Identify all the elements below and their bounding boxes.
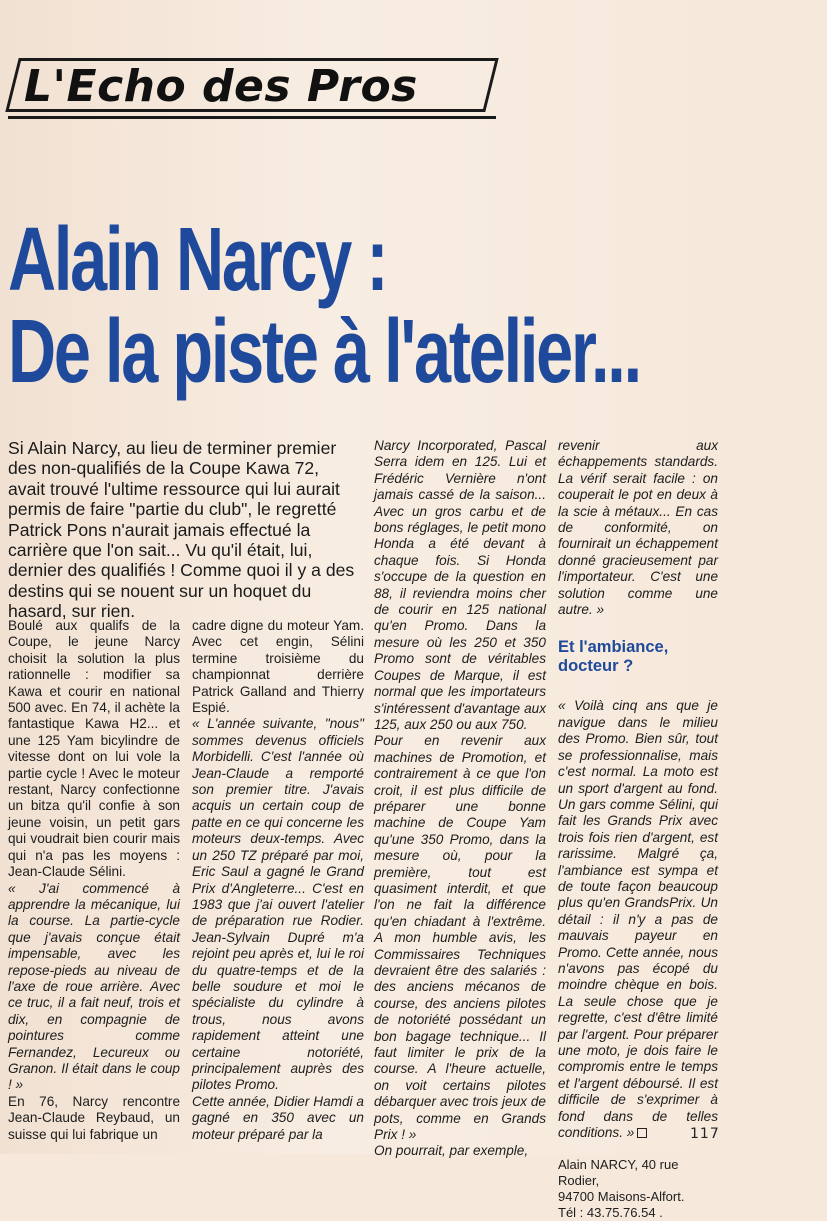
headline-line-2: De la piste à l'atelier...: [8, 302, 640, 402]
column-4: [558, 438, 718, 1221]
col2-paragraph-1: cadre digne du moteur Yam. Avec cet engin, Sélini termine troisième du championnat derrière Patrick Galland and Thierry Espié.: [192, 618, 364, 716]
section-banner-title: L'Echo des Pros: [24, 61, 418, 112]
col2-paragraph-3: Cette année, Didier Hamdi a gagné en 350 avec un moteur préparé par la: [192, 1093, 364, 1142]
address-line-2: 94700 Maisons-Alfort.: [558, 1189, 685, 1205]
contact-address: [558, 1157, 718, 1221]
col4-subheading: Et l'ambiance, docteur ?: [558, 638, 669, 676]
column-3: [374, 438, 546, 1160]
article-lead: Si Alain Narcy, au lieu de terminer premier des non-qualifiés de la Coupe Kawa 72, avait trouvé l'ultime ressource qui lui aurait permis de faire "partie du club", le regretté Patrick Pons n'aurait jamais effectué la carrière que l'on sait... Vu qu'il était, lui, dernier des qualifiés ! Comme quoi il y a des destins qui se nouent sur un hoquet du hasard, sur rien.: [8, 438, 355, 622]
end-mark-icon: [637, 1128, 647, 1138]
col3-paragraph-3: On pourrait, par exemple,: [374, 1143, 529, 1159]
col4-quote-text: « Voilà cinq ans que je navigue dans le milieu des Promo. Bien sûr, tout se professionnalise, mais c'est normal. La moto est un sport d'argent au fond. Un gars comme Sélini, qui fait les Grands Prix avec trois fois rien d'argent, est rarissime. Malgré ça, l'ambiance est sympa et de toute façon beaucoup plus qu'en GrandsPrix. Un détail : il n'y a pas de mauvais payeur en Promo. Cette année, nous n'avons pas écopé du moindre chèque en bois. La seule chose que je regrette, c'est d'être limité par l'argent. Pour préparer une moto, je dois faire le compromis entre le temps et l'argent déboursé. Il est difficile de s'exprimer à fond dans de telles conditions. »: [558, 698, 718, 1141]
col3-paragraph-1: Narcy Incorporated, Pascal Serra idem en 125. Lui et Frédéric Vernière n'ont jamais cassé de la saison... Avec un gros carbu et de bons réglages, le petit mono Honda a été devant à chaque fois. Si Honda s'occupe de la question en 88, il reviendra moins cher de courir en 125 national qu'en Promo. Dans la mesure où les 250 et 350 Promo sont de véritables Coupes de Marque, il est normal que les importateurs s'intéressent d'avantage aux 125, aux 250 ou aux 750.: [374, 438, 546, 732]
column-2: [192, 618, 364, 1143]
col1-paragraph-1: Boulé aux qualifs de la Coupe, le jeune Narcy choisit la solution la plus rationnelle : modifier sa Kawa et courir en national 500 avec. En 74, il achète la fantastique Kawa H2... et une 125 Yam bicylindre de vitesse dont on lui vole la partie cycle ! Avec le moteur restant, Narcy confectionne un bitza qu'il confie à son jeune voisin, un petit gars qui voudrait bien courir mais qui n'a pas les moyens : Jean-Claude Sélini.: [8, 618, 180, 880]
article-headline: [8, 210, 640, 402]
section-banner: [8, 58, 496, 119]
headline-line-1: Alain Narcy :: [8, 210, 387, 310]
col1-paragraph-3: En 76, Narcy rencontre Jean-Claude Reybaud, un suisse qui lui fabrique un: [8, 1093, 180, 1142]
page-number: 117: [690, 1126, 720, 1142]
column-1: [8, 618, 180, 1143]
col1-quote: « J'ai commencé à apprendre la mécanique, lui la course. La partie-cycle que j'avais conçue était impensable, avec les repose-pieds au niveau de l'axe de roue arrière. Avec ce truc, il a fait neuf, trois et dix, en compagnie de pointures comme Fernandez, Lecureux ou Granon. Il était dans le coup ! »: [8, 880, 180, 1093]
address-phone: Tél : 43.75.76.54 .: [558, 1205, 663, 1221]
col2-quote: « L'année suivante, "nous" sommes devenus officiels Morbidelli. C'est l'année où Jean-Claude a remporté son premier titre. J'avais acquis un certain coup de patte en ce qui concerne les moteurs deux-temps. Avec un 250 TZ préparé par moi, Eric Saul a gagné le Grand Prix d'Angleterre... C'est en 1983 que j'ai ouvert l'atelier de préparation rue Rodier. Jean-Sylvain Dupré m'a rejoint peu après et, lui le roi du quatre-temps et de la belle soudure et moi le spécialiste du cylindre à trous, nous avons rapidement atteint une certaine notoriété, principalement auprès des pilotes Promo.: [192, 716, 364, 1093]
col4-quote: [558, 698, 718, 1141]
col4-paragraph-1: revenir aux échappements standards. La vérif serait facile : on couperait le pot en deux à la scie à métaux... En cas de conformité, on fournirait un échappement donné gracieusement par l'importateur. C'est une solution comme une autre. »: [558, 438, 718, 618]
address-line-1: Alain NARCY, 40 rue Rodier,: [558, 1157, 679, 1189]
col3-paragraph-2: Pour en revenir aux machines de Promotion, et contrairement à ce que l'on croit, il est plus difficile de préparer une bonne machine de Coupe Yam qu'une 350 Promo, dans la mesure où, pour la première, tout est quasiment interdit, et que l'on ne fait la différence qu'en chiadant à l'extrême. A mon humble avis, les Commissaires Techniques devraient être des salariés : des anciens mécanos de course, des anciens pilotes de notoriété possédant un bon bagage technique... Il faut limiter le prix de la course. A l'heure actuelle, on voit certains pilotes débarquer avec trois jeux de pots, comme en Grands Prix ! »: [374, 733, 546, 1143]
